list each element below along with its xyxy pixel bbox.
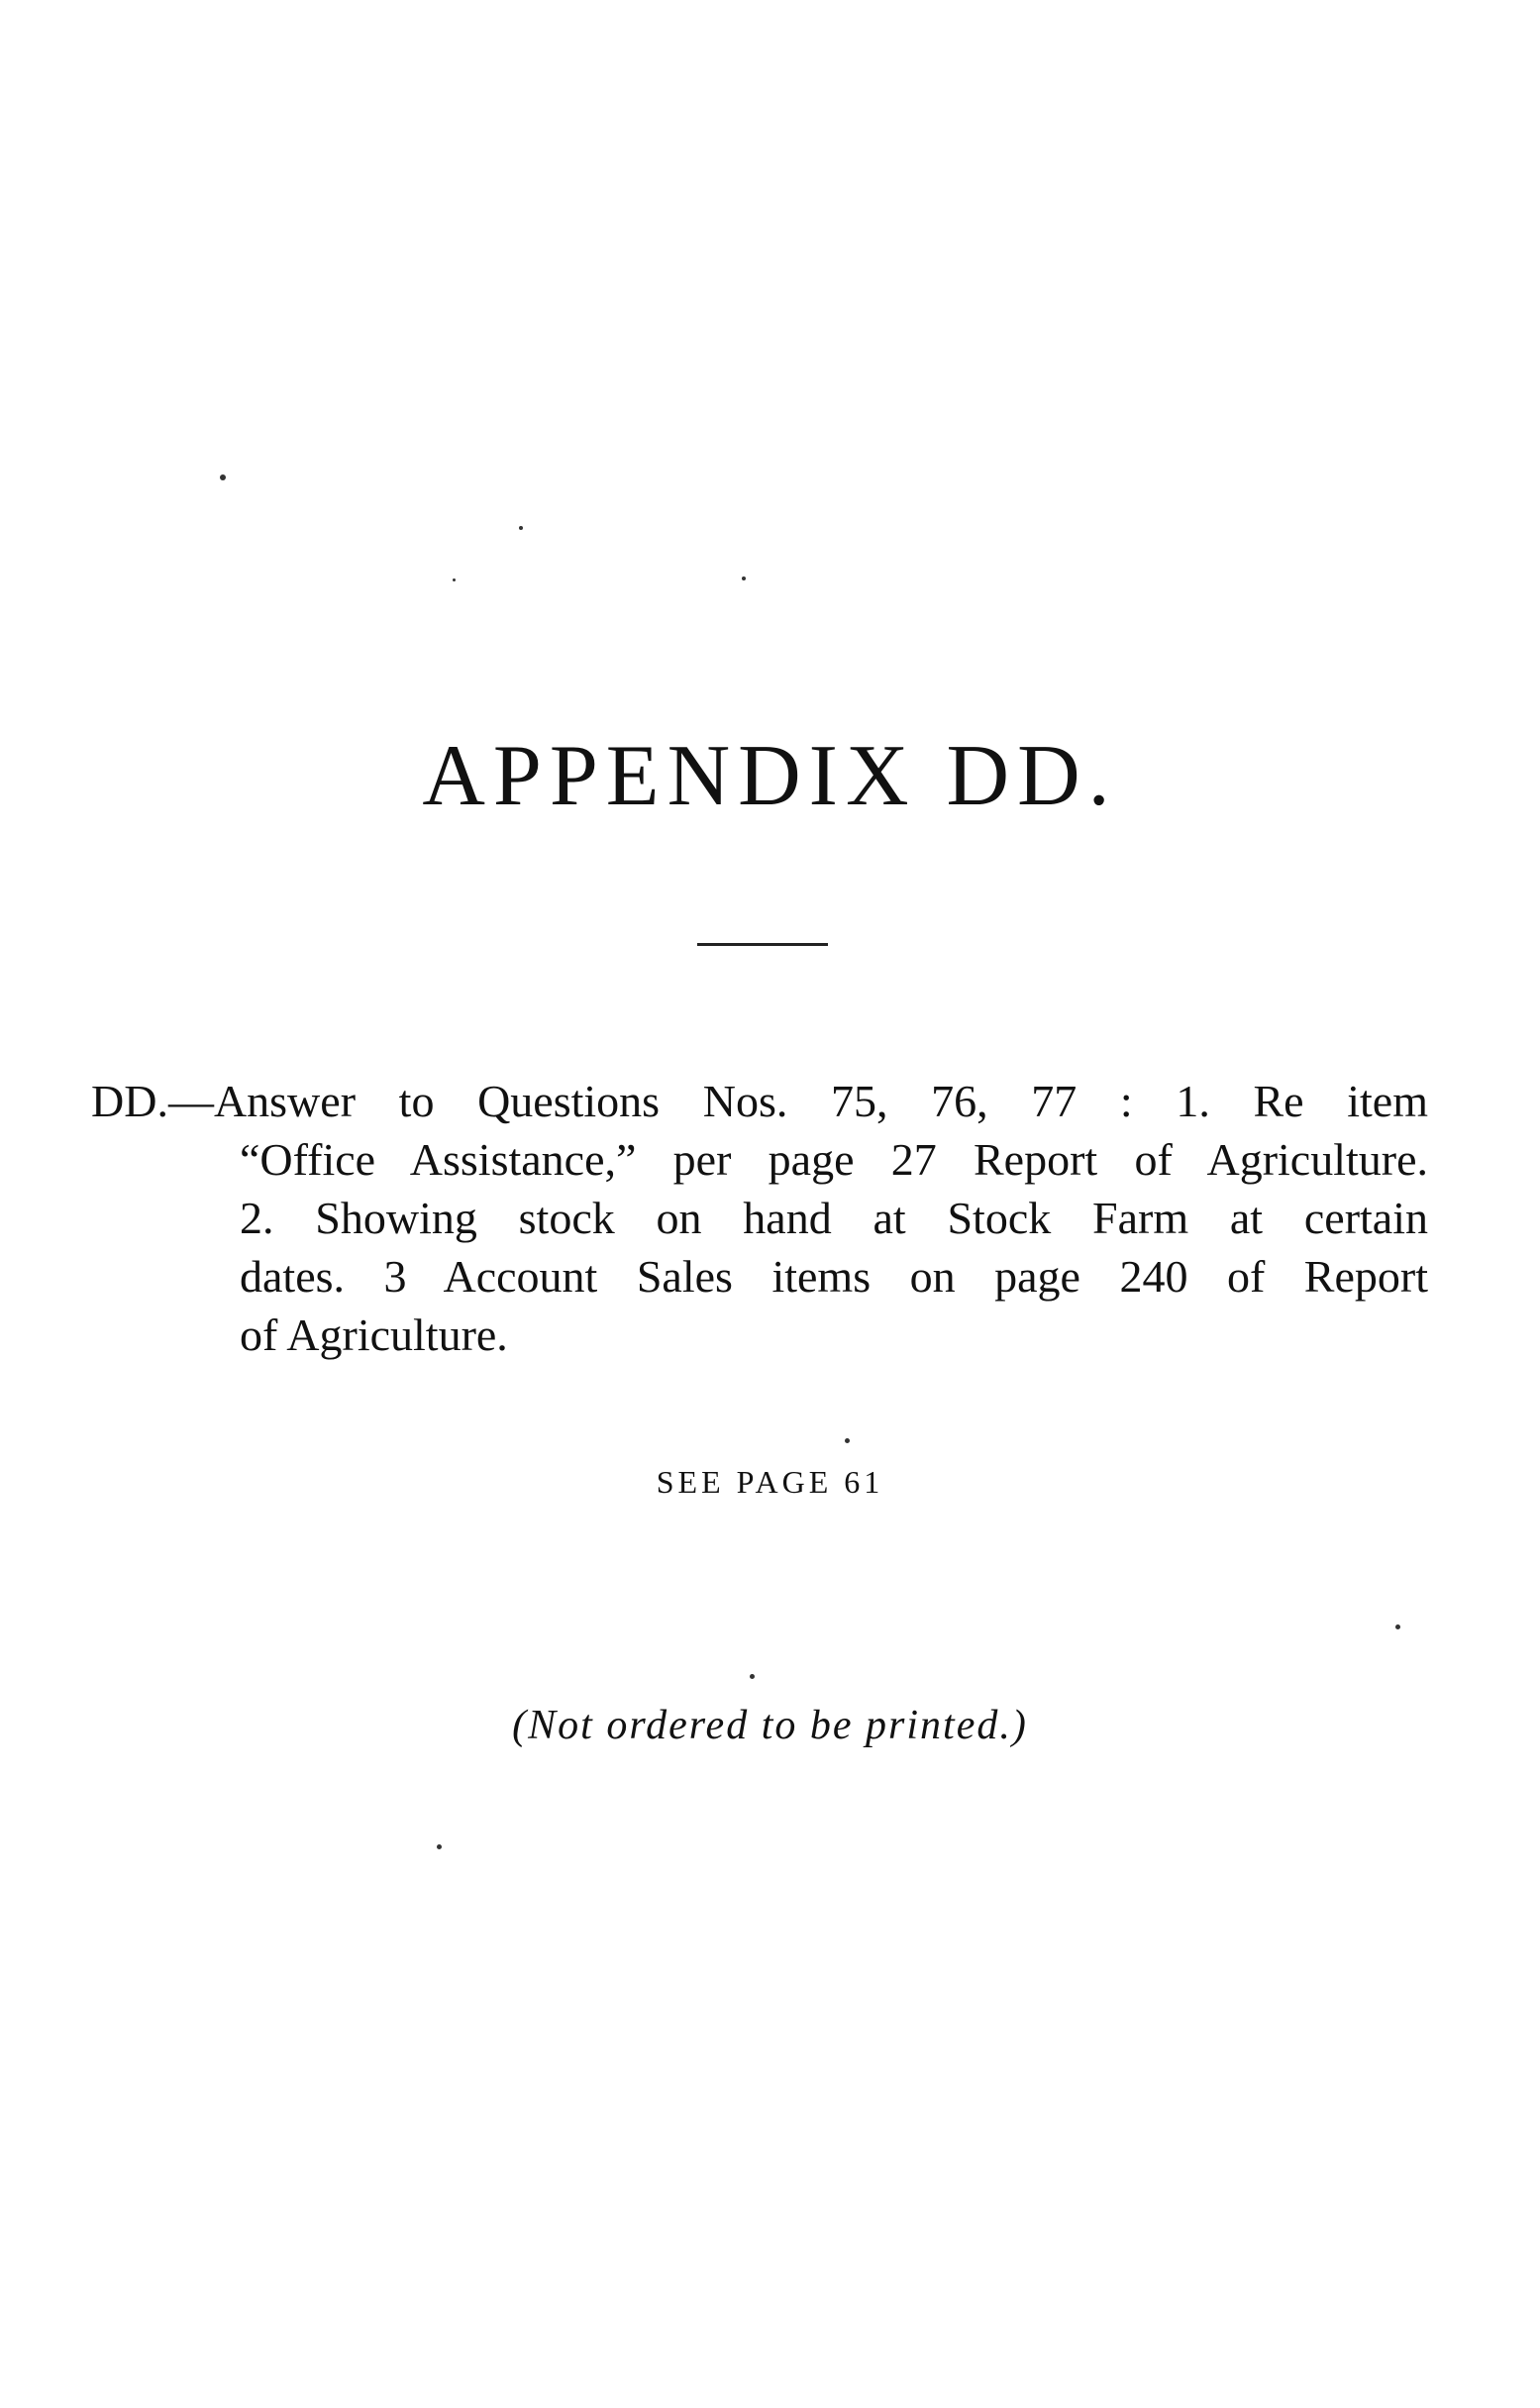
paragraph-line: 2. Showing stock on hand at Stock Farm at certain	[240, 1193, 1428, 1243]
paragraph-line: dates. 3 Account Sales items on page 240 of Report	[240, 1251, 1428, 1302]
paragraph-line: of Agriculture.	[240, 1309, 508, 1360]
scan-speck	[220, 474, 226, 480]
scan-speck	[845, 1438, 850, 1443]
scan-speck	[519, 526, 523, 530]
scan-speck	[453, 578, 456, 581]
scan-speck	[742, 576, 746, 580]
appendix-paragraph	[91, 1072, 1428, 1364]
scan-speck	[750, 1674, 755, 1679]
appendix-title: APPENDIX DD.	[422, 728, 1118, 824]
scan-speck	[1395, 1624, 1400, 1629]
see-page-reference: SEE PAGE 61	[656, 1464, 884, 1500]
paragraph-line: “Office Assistance,” per page 27 Report of Agriculture.	[240, 1134, 1428, 1185]
paragraph-line: DD.—Answer to Questions Nos. 75, 76, 77 : 1. Re item	[91, 1076, 1428, 1126]
not-printed-note: (Not ordered to be printed.)	[512, 1703, 1028, 1748]
title-rule	[697, 943, 828, 946]
scan-speck	[437, 1844, 442, 1849]
